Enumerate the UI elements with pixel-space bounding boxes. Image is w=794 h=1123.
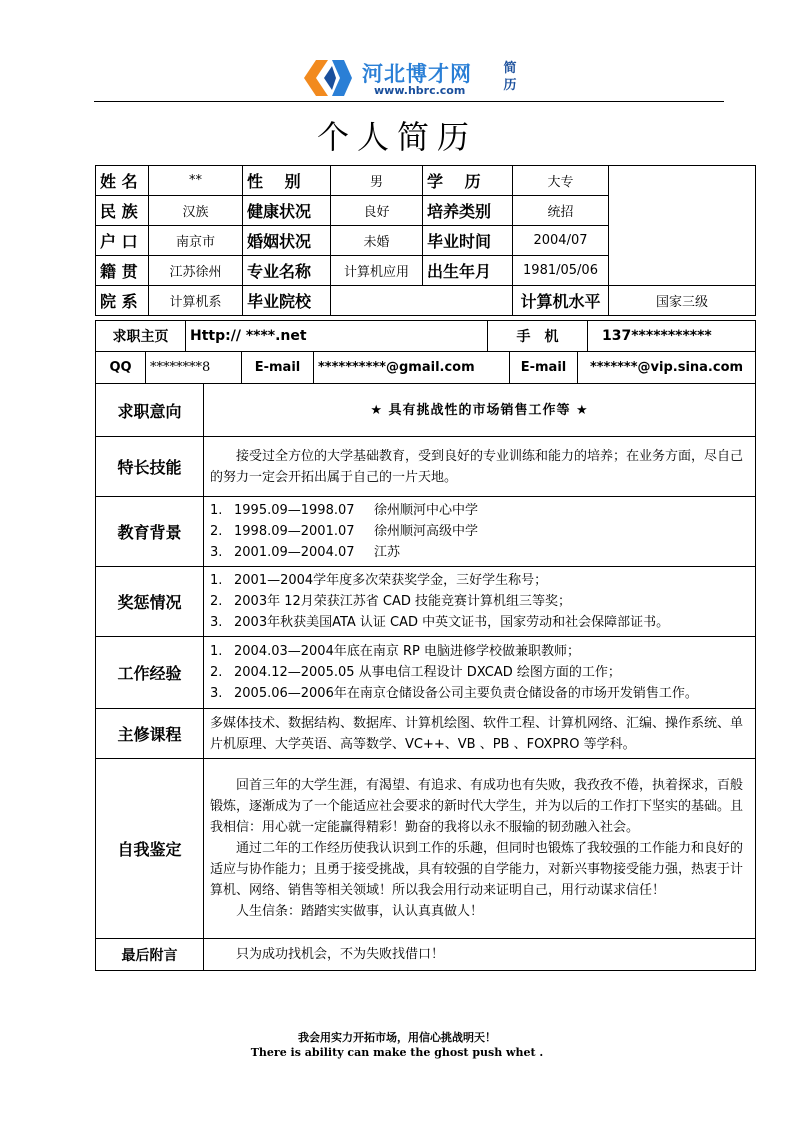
table-row	[96, 939, 756, 971]
name-label: 姓 名	[96, 166, 149, 196]
table-row	[96, 384, 756, 437]
self-eval-paragraph: 通过二年的工作经历使我认识到工作的乐趣，但同时也锻炼了我较强的工作能力和良好的适应与协作能力；且勇于接受挑战，具有较强的自学能力，对新兴事物接受能力强，热衷于计算机、网络、销售等相关领域！所以我会用行动来证明自己，用行动谋求信任！	[210, 841, 744, 898]
contact-table	[95, 320, 756, 352]
footer-motto-en: There is ability can make the ghost push whet .	[250, 1046, 544, 1059]
hukou-label: 户 口	[96, 226, 149, 256]
experience-label: 工作经验	[96, 637, 204, 709]
contact-table-2	[95, 351, 756, 384]
logo-url: www.hbrc.com	[374, 84, 466, 97]
list-item: 1. 2004.03—2004年底在南京 RP 电脑进修学校做兼职教师；	[210, 644, 580, 659]
health-label: 健康状况	[243, 196, 331, 226]
native-label: 籍 贯	[96, 256, 149, 286]
logo-side-text: 简历	[503, 61, 517, 93]
grad-time-label: 毕业时间	[423, 226, 513, 256]
table-row	[96, 567, 756, 637]
grad-time-value: 2004/07	[513, 226, 609, 256]
phone-value: 137***********	[588, 321, 756, 352]
list-item: 2. 2004.12—2005.05 从事电信工程设计 DXCAD 绘图方面的工作；	[210, 665, 621, 680]
email1-value[interactable]: **********@gmail.com	[314, 352, 510, 384]
birth-label: 出生年月	[423, 256, 513, 286]
closing-paragraph: 只为成功找机会，不为失败找借口！	[236, 947, 445, 962]
homepage-value[interactable]: Http:// ****.net	[186, 321, 488, 352]
computer-level-label: 计算机水平	[513, 286, 609, 316]
sections-table	[95, 383, 756, 971]
skills-label: 特长技能	[96, 437, 204, 497]
department-label: 院 系	[96, 286, 149, 316]
health-value: 良好	[331, 196, 423, 226]
computer-level-value: 国家三级	[609, 286, 756, 316]
list-item: 3. 2001.09—2004.07 江苏	[210, 545, 401, 560]
department-value: 计算机系	[149, 286, 243, 316]
logo-name: 河北博才网	[362, 62, 472, 86]
self-eval-text	[204, 759, 756, 939]
header-divider	[94, 101, 724, 102]
skills-text	[204, 437, 756, 497]
courses-label: 主修课程	[96, 709, 204, 759]
skills-paragraph: 接受过全方位的大学基础教育，受到良好的专业训练和能力的培养；在业务方面，尽自己的努力一定会开拓出属于自己的一片天地。	[210, 448, 744, 485]
objective-label: 求职意向	[96, 384, 204, 437]
marital-value: 未婚	[331, 226, 423, 256]
list-item: 1. 2001—2004学年度多次荣获奖学金，三好学生称号；	[210, 573, 548, 588]
email2-value[interactable]: *******@vip.sina.com	[578, 352, 756, 384]
school-value	[331, 286, 513, 316]
ethnicity-value: 汉族	[149, 196, 243, 226]
self-eval-paragraph: 回首三年的大学生涯，有渴望、有追求、有成功也有失败，我孜孜不倦，执着探求，百般锻炼，逐渐成为了一个能适应社会要求的新时代大学生，并为以后的工作打下坚实的基础。且我相信：用心就一定能赢得精彩！勤奋的我将以永不服输的韧劲融入社会。	[210, 778, 744, 835]
table-row	[96, 637, 756, 709]
name-value: **	[149, 166, 243, 196]
awards-label: 奖惩情况	[96, 567, 204, 637]
table-row	[96, 352, 756, 384]
courses-paragraph: 多媒体技术、数据结构、数据库、计算机绘图、软件工程、计算机网络、汇编、操作系统、单片机原理、大学英语、高等数学、VC++、VB 、PB 、FOXPRO 等学科。	[210, 715, 744, 752]
qq-label: QQ	[96, 352, 146, 384]
education-section-label: 教育背景	[96, 497, 204, 567]
marital-label: 婚姻状况	[243, 226, 331, 256]
awards-list	[204, 567, 756, 637]
list-item: 2. 2003年 12月荣获江苏省 CAD 技能竞赛计算机组三等奖；	[210, 594, 572, 609]
table-row	[96, 437, 756, 497]
closing-text	[204, 939, 756, 971]
list-item: 3. 2003年秋获美国ATA 认证 CAD 中英文证书，国家劳动和社会保障部证书。	[210, 615, 670, 630]
basic-info-table	[95, 165, 756, 316]
objective-value: ★ 具有挑战性的市场销售工作等 ★	[204, 384, 756, 437]
gender-value: 男	[331, 166, 423, 196]
table-row	[96, 497, 756, 567]
phone-label: 手 机	[488, 321, 588, 352]
email1-label: E-mail	[242, 352, 314, 384]
photo-box	[609, 166, 756, 286]
site-logo	[302, 56, 532, 98]
list-item: 3. 2005.06—2006年在南京仓储设备公司主要负责仓储设备的市场开发销售工作。	[210, 686, 698, 701]
birth-value: 1981/05/06	[513, 256, 609, 286]
page-title: 个人简历	[316, 118, 477, 156]
major-label: 专业名称	[243, 256, 331, 286]
list-item: 1. 1995.09—1998.07 徐州顺河中心中学	[210, 503, 479, 518]
experience-list	[204, 637, 756, 709]
self-eval-label: 自我鉴定	[96, 759, 204, 939]
education-label: 学 历	[423, 166, 513, 196]
major-value: 计算机应用	[331, 256, 423, 286]
table-row	[96, 759, 756, 939]
native-value: 江苏徐州	[149, 256, 243, 286]
footer-motto-cn: 我会用实力开拓市场，用信心挑战明天！	[298, 1031, 496, 1044]
table-row	[96, 709, 756, 759]
self-eval-motto: 人生信条：踏踏实实做事，认认真真做人！	[236, 904, 484, 919]
table-row	[96, 321, 756, 352]
ethnicity-label: 民 族	[96, 196, 149, 226]
homepage-label: 求职主页	[96, 321, 186, 352]
closing-label: 最后附言	[96, 939, 204, 971]
email2-label: E-mail	[510, 352, 578, 384]
hukou-value: 南京市	[149, 226, 243, 256]
education-list	[204, 497, 756, 567]
training-label: 培养类别	[423, 196, 513, 226]
list-item: 2. 1998.09—2001.07 徐州顺河高级中学	[210, 524, 479, 539]
education-value: 大专	[513, 166, 609, 196]
courses-text	[204, 709, 756, 759]
qq-value: ********8	[146, 352, 242, 384]
gender-label: 性 别	[243, 166, 331, 196]
logo-mark-icon	[302, 56, 354, 100]
table-row	[96, 166, 756, 196]
training-value: 统招	[513, 196, 609, 226]
school-label: 毕业院校	[243, 286, 331, 316]
table-row	[96, 286, 756, 316]
